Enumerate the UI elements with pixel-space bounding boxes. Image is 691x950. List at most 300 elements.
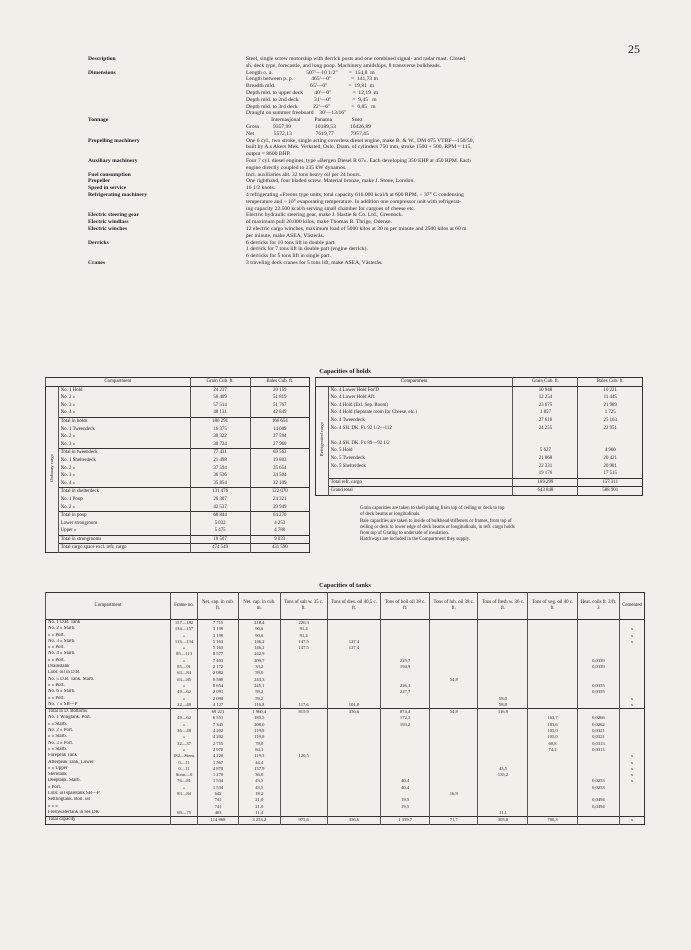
spec-row (88, 97, 613, 104)
tanks-value: 40,4 (381, 778, 430, 784)
holds-compartment: No. 2 » (60, 434, 76, 440)
tanks-value: 105,0 (528, 734, 577, 740)
tanks-value: » (171, 785, 198, 791)
tanks-value: x (620, 772, 645, 778)
tanks-value (381, 620, 430, 627)
spec-row (88, 131, 613, 138)
tanks-value (381, 702, 430, 709)
holds-row (46, 417, 310, 425)
holds-compartment: Total in strongrooms (58, 535, 190, 544)
spec-row (88, 185, 613, 192)
spec-row (88, 76, 613, 83)
spec-label (88, 206, 246, 213)
tanks-value: 8 580 (198, 677, 239, 683)
tanks-value (280, 810, 327, 817)
tanks-value: 0,0313 (577, 741, 619, 747)
tanks-compartment: No. 2 » Port. (48, 728, 74, 734)
tanks-value: 18,2 (238, 791, 280, 797)
tanks-value: 243,3 (238, 677, 280, 683)
tanks-value (381, 810, 430, 817)
spec-label: Dimensions (88, 69, 116, 76)
tanks-value: 54,8 (430, 709, 478, 716)
holds-compartment: Grand total (328, 487, 513, 496)
holds-grain: 21 868 (513, 455, 578, 463)
tanks-compartment: Afterpeak Tank, Lower (48, 759, 94, 765)
spec-value: 16 1/2 knots. (246, 185, 276, 192)
holds-grain: 474 549 (190, 544, 250, 553)
spec-value: Length between p. p. 465'—0" = 141,73 m (246, 76, 378, 83)
holds-grain: 37 594 (190, 465, 250, 473)
holds-row (46, 512, 310, 520)
tanks-compartment: Settlingtank. Boil. oil (48, 797, 91, 803)
holds-row (316, 386, 643, 394)
tanks-value: 4 870 (198, 766, 239, 772)
tanks-value: 114 868 (198, 817, 239, 824)
spec-value: 6 derricks for 10 tons lift in double part. (246, 239, 336, 246)
tanks-value (620, 810, 645, 817)
holds-compartment: Upper » (60, 528, 77, 534)
holds-grain: 42 537 (190, 504, 250, 512)
spec-value: 1 derrick for 7 tons lift in double part (engine derrick). (246, 246, 368, 253)
holds-bales: 69 563 (250, 449, 309, 457)
tanks-value: 226,1 (381, 683, 430, 689)
tanks-value: x (620, 760, 645, 766)
tanks-value (577, 702, 619, 709)
tanks-compartment: » Port. (48, 784, 62, 790)
holds-compartment: No. 1 Tweendeck (60, 426, 95, 432)
tanks-value: » (171, 696, 198, 702)
tanks-value: 146,2 (238, 639, 280, 645)
holds-grain: 24 255 (513, 425, 578, 433)
tanks-compartment: Total in D. Bottoms (46, 709, 171, 716)
holds-grain: 10 507 (190, 535, 250, 544)
tanks-compartment: » » Starb. (48, 746, 67, 752)
tanks-value (620, 620, 645, 627)
holds-grain: 5 032 (190, 520, 250, 528)
tanks-value: 21,0 (238, 804, 280, 810)
spec-row (88, 219, 613, 226)
holds-compartment: No. 1 Hold (60, 387, 83, 393)
tanks-compartment: » » Upper (48, 765, 68, 771)
holds-grain: 5 627 (513, 447, 578, 455)
tanks-value: 119,0 (238, 734, 280, 740)
tanks-value: 0,0355 (577, 689, 619, 695)
tanks-value: 135,2 (478, 772, 528, 778)
holds-row (46, 488, 310, 496)
tanks-value: 127,4 (327, 639, 380, 645)
tanks-value: 71,7 (430, 817, 478, 824)
holds-grain: 643 848 (513, 487, 578, 496)
holds-row (46, 504, 310, 512)
spec-value: Net 5572,13 7619,77 7957,45 (246, 130, 369, 137)
spec-label (88, 104, 246, 111)
tanks-value: 0,0339 (577, 658, 619, 664)
tanks-value: 113—134 (171, 639, 198, 645)
holds-row (316, 394, 643, 402)
holds-row (316, 440, 643, 448)
tanks-value: 1 359,7 (381, 817, 430, 824)
tanks-value: 49—62 (171, 715, 198, 721)
tanks-value: 5 163 (198, 639, 239, 645)
spec-value: per minute, make ASEA, Västerås. (246, 232, 325, 239)
holds-grain: 21 498 (190, 457, 250, 465)
tanks-value: 0,0339 (577, 664, 619, 670)
tanks-value: » (171, 645, 198, 651)
tanks-compartment: Forepeak Tank (48, 753, 78, 759)
holds-bales: 21 989 (578, 402, 643, 410)
spec-value: sh. deck type, forecastle, and long poop. Machinery amidships, 8 transverse bulkheads. (246, 62, 441, 69)
tanks-value (577, 620, 619, 627)
holds-section-title: Capacities of holds (319, 368, 371, 375)
tanks-header-cell: Frame no. (171, 593, 198, 620)
holds-row (46, 535, 310, 544)
tanks-value: 8 577 (198, 651, 239, 657)
holds-compartment: No. 3 » (60, 402, 76, 408)
tanks-value: 4 202 (198, 734, 239, 740)
spec-row (88, 192, 613, 199)
tanks-value: 117,6 (280, 702, 327, 709)
holds-compartment: No. 2 » (60, 395, 76, 401)
spec-label (88, 97, 246, 104)
holds-bales: 431 590 (250, 544, 309, 553)
spec-row (88, 246, 613, 253)
holds-grain: 35 854 (190, 480, 250, 488)
tanks-value: 43,5 (478, 766, 528, 772)
holds-grain: 26 307 (190, 496, 250, 504)
tanks-value: 0,0321 (577, 734, 619, 740)
holds-bales: 64 270 (250, 512, 309, 520)
holds-bales: 4 780 (250, 527, 309, 535)
holds-grain: 22 331 (513, 463, 578, 471)
tanks-value: » (171, 734, 198, 740)
tanks-value: 0,0494 (577, 797, 619, 803)
tanks-compartment: No. 3 » Starb. (48, 638, 76, 644)
holds-row (316, 487, 643, 496)
spec-value: engine directly coupled to 235 kW dynamos. (246, 164, 347, 171)
holds-note-line: of deck beams or longitudinals. (360, 512, 421, 518)
holds-grain: 169 299 (513, 478, 578, 487)
spec-value: One 6 cyl., two stroke, single acting coverless diesel engine, make B. & W., DM 675 VTBF—150/50, (246, 137, 474, 144)
holds-bales: 22 951 (578, 425, 643, 433)
tanks-value: 36,0 (238, 772, 280, 778)
holds-bales: 24 321 (250, 496, 309, 504)
holds-table-refrigerated (315, 377, 643, 496)
tanks-value (528, 702, 577, 709)
tanks-value: 19,5 (381, 804, 430, 810)
spec-value: Length o. a. 507'—10 1/2" = 154,8 m (246, 69, 375, 76)
tanks-value (430, 620, 478, 627)
spec-value: 3 traveling deck cranes for 5 tons lift, make ASEA, Västerås. (246, 259, 383, 266)
holds-grain: 27 616 (513, 417, 578, 425)
spec-row (88, 144, 613, 151)
tanks-value: 642 (198, 791, 239, 797)
tanks-row (46, 810, 645, 817)
tanks-value (171, 709, 198, 716)
spec-row (88, 83, 613, 90)
holds-side-label (316, 386, 329, 495)
holds-row (316, 425, 643, 433)
holds-grain: 10 948 (513, 386, 578, 394)
tanks-value: 85—113 (171, 651, 198, 657)
holds-compartment: No. 5 Shelterdeck (330, 463, 366, 469)
tanks-value: 83—84 (171, 791, 198, 797)
spec-value: Gross 9357,99 10189,53 10426,89 (246, 123, 371, 130)
holds-compartment: No. 1 Shelterdeck (60, 457, 96, 463)
tanks-value (171, 817, 198, 824)
tanks-value: 1 567 (198, 760, 239, 766)
tanks-header-cell: Tons of dies. oil 40,5 c. ft. (327, 593, 380, 620)
holds-compartment: No. 2 » (60, 465, 76, 471)
tanks-value: 975,6 (280, 817, 327, 824)
holds-bales: 51 767 (250, 402, 309, 410)
spec-row (88, 226, 613, 233)
holds-bales: 9 033 (250, 535, 309, 544)
holds-header-bales: Bales Cub. ft. (250, 378, 309, 387)
tanks-value: 68,8 (528, 741, 577, 747)
holds-compartment (328, 432, 513, 440)
tanks-compartment: No. 1 D.B. Tank (48, 620, 81, 625)
spec-label (88, 124, 246, 131)
holds-bales: 42 849 (250, 409, 309, 417)
tanks-value: 105,0 (528, 728, 577, 734)
tanks-header-cell: Tons of salt w. 35 c. ft. (280, 593, 327, 620)
tanks-value (577, 709, 619, 716)
tanks-value: 2 090 (198, 696, 239, 702)
holds-compartment: No. 4 Lower Hold For'D (330, 387, 379, 393)
holds-grain (513, 440, 578, 448)
tanks-value: 58,8 (478, 702, 528, 709)
tanks-value: 193,2 (381, 722, 430, 728)
tanks-value: 356,6 (327, 709, 380, 716)
holds-compartment: Total in holds (58, 417, 190, 425)
tanks-value: 69 221 (198, 709, 239, 716)
tanks-value: 120,5 (280, 753, 327, 759)
tanks-value: 182—Stem. (171, 753, 198, 759)
holds-compartment: Total cargo space excl. refr. cargo (58, 544, 190, 553)
tanks-value: 40,4 (381, 785, 430, 791)
holds-bales (578, 432, 643, 440)
tanks-value: 209,7 (238, 658, 280, 664)
tanks-value: 116,9 (478, 709, 528, 716)
tanks-value (528, 620, 577, 627)
tanks-value: » (171, 658, 198, 664)
holds-row (316, 402, 643, 410)
holds-side-text: Refrigerated cargo (319, 422, 324, 457)
tanks-value (478, 620, 528, 627)
tanks-compartment: » » » (48, 803, 58, 809)
tanks-value: 0,0253 (577, 785, 619, 791)
holds-row (46, 496, 310, 504)
tanks-value: 2 082 (198, 670, 239, 676)
tanks-value: 1 534 (198, 785, 239, 791)
holds-compartment: Total refr. cargo (328, 478, 513, 487)
spec-label: Description (88, 56, 116, 62)
holds-side-text: Ordinary cargo (49, 454, 54, 482)
holds-row (316, 463, 643, 471)
tanks-value: 305,8 (478, 817, 528, 824)
page-number: 25 (628, 42, 640, 56)
holds-grain: 57 514 (190, 402, 250, 410)
tanks-table (45, 592, 645, 825)
tanks-value: 11,1 (478, 810, 528, 817)
holds-grain: 56 409 (190, 394, 250, 402)
holds-bales: 122 070 (250, 488, 309, 496)
spec-label (88, 76, 246, 83)
tanks-value: 69—75 (171, 810, 198, 817)
spec-label (88, 246, 246, 253)
tanks-value: 2 970 (198, 747, 239, 753)
spec-row (88, 260, 613, 267)
tanks-value: 815,9 (280, 709, 327, 716)
holds-compartment: Total in tweendeck (58, 449, 190, 457)
spec-value: Draught on summer freeboard 30'—13/16" (246, 110, 347, 117)
holds-bales: 34 504 (250, 472, 309, 480)
tanks-value: 63—85 (171, 677, 198, 683)
holds-compartment: Total in shelterdeck (58, 488, 190, 496)
spec-value: temperature and ÷ 10° evaporating temperature. In addition one compressor unit with refrigerat- (246, 198, 462, 205)
holds-row (46, 409, 310, 417)
spec-label (88, 253, 246, 260)
holds-row (46, 426, 310, 434)
tanks-value: 242,9 (238, 651, 280, 657)
spec-row (88, 70, 613, 77)
holds-bales: 20 981 (578, 463, 643, 471)
holds-grain: 186 291 (190, 417, 250, 425)
tanks-value: 1 270 (198, 772, 239, 778)
spec-row (88, 233, 613, 240)
tanks-value: 2 091 (198, 689, 239, 695)
tanks-header-cell: Tons of boil oil 38 c. ft. (381, 593, 430, 620)
tanks-compartment: No. 7 » SB—P (48, 701, 78, 707)
tanks-value: x (620, 639, 645, 645)
holds-row (46, 544, 310, 553)
tanks-value: 874,4 (381, 709, 430, 716)
tanks-value: » (171, 683, 198, 689)
spec-label (88, 151, 246, 158)
tanks-value: 16,9 (430, 791, 478, 797)
holds-side-label (46, 386, 59, 552)
tanks-value: 74,2 (528, 747, 577, 753)
tanks-value: 119,5 (238, 753, 280, 759)
holds-grain: 131 476 (190, 488, 250, 496)
tanks-compartment: Total capacity (46, 817, 171, 824)
spec-label: Electric steering gear (88, 212, 139, 219)
spec-value: One righthand, four bladed screw. Material bronze, make J. Stone, London. (246, 178, 415, 185)
tanks-value: 1 960,4 (238, 709, 280, 716)
tanks-value: 134—157 (171, 626, 198, 632)
spec-label: Speed in service (88, 185, 127, 192)
tanks-value: 36—48 (171, 728, 198, 734)
tanks-compartment: Freshwatertank in SH DK (48, 809, 99, 815)
tanks-value: 84,1 (238, 747, 280, 753)
tanks-value: 22—48 (171, 702, 198, 709)
holds-grain: 30 734 (190, 441, 250, 449)
holds-grain: 19 176 (513, 470, 578, 478)
tanks-value: 0,0266 (577, 715, 619, 721)
holds-bales: 25 163 (578, 417, 643, 425)
spec-label (88, 110, 246, 117)
tanks-value: 146,2 (238, 645, 280, 651)
tanks-value: 0—11 (171, 760, 198, 766)
spec-row (88, 63, 613, 70)
tanks-value (327, 810, 380, 817)
tanks-value: 2 755 (198, 741, 239, 747)
tanks-value: 54,8 (430, 677, 478, 683)
tanks-value: 78,0 (238, 741, 280, 747)
tanks-value: x (620, 817, 645, 824)
holds-bales: 20 421 (578, 455, 643, 463)
holds-compartment: No. 4 Hold (Exl. Sep. Room) (330, 402, 388, 408)
holds-bales: 20 159 (250, 386, 309, 394)
spec-label (88, 233, 246, 240)
holds-bales: 19 803 (250, 457, 309, 465)
tanks-value: 101,8 (327, 702, 380, 709)
tanks-value: 3 253,2 (238, 817, 280, 824)
tanks-row (46, 620, 645, 627)
tanks-header-cell: Tons of lub. oil 38 c. ft. (430, 593, 478, 620)
tanks-value: 76—81 (171, 778, 198, 784)
tanks-value: 4 202 (198, 728, 239, 734)
tanks-value: 43,5 (238, 778, 280, 784)
tanks-value: 91,4 (280, 626, 327, 632)
spec-row (88, 124, 613, 131)
spec-label: Electric windlass (88, 219, 129, 226)
tanks-value: 163,7 (528, 715, 577, 721)
spec-value: 4 refrigerating «Freons type units, total capacity 616.000 kcal/h at 600 RPM, ÷ 37° C condensing (246, 191, 464, 198)
holds-header-compartment-right: Compartment (316, 378, 513, 387)
holds-grain: 1 857 (513, 409, 578, 417)
holds-grain (513, 432, 578, 440)
tanks-value: 0,0494 (577, 804, 619, 810)
tanks-compartment: No. 1 Wingtank. Port. (48, 715, 91, 721)
spec-label: Auxiliary machinery (88, 157, 138, 164)
spec-row (88, 240, 613, 247)
holds-row (46, 441, 310, 449)
holds-row (316, 417, 643, 425)
spec-value: Steel, single screw motorship with derrick posts and one combined signal- and radar mast. Closed (246, 56, 466, 62)
spec-value: ing capacity 22.500 kcal/h serving small chamber for cargoes of cheese etc. (246, 205, 416, 212)
spec-value: of maximum pull 20.000 kilos, make Thomas B. Thrige, Odense. (246, 219, 392, 226)
holds-bales: 11 445 (578, 394, 643, 402)
spec-label (88, 144, 246, 151)
holds-grain: 23 675 (513, 402, 578, 410)
tanks-value: x (620, 696, 645, 702)
spec-row (88, 178, 613, 185)
holds-compartment: No. 4 Lower Hold Aft. (330, 395, 376, 401)
tanks-value: 700,3 (528, 817, 577, 824)
holds-grain: 16 375 (190, 426, 250, 434)
tanks-value: 43,5 (238, 785, 280, 791)
holds-compartment: No. 1 Poop (60, 496, 83, 502)
tanks-header-cell: Cemented (620, 593, 645, 620)
tanks-value: 2 172 (198, 664, 239, 670)
tanks-compartment: Drainstank (48, 664, 70, 670)
tanks-header-cell: Tons of fresh w. 36 c. ft. (478, 593, 528, 620)
holds-compartment: No. 4 Tweendeck (330, 417, 365, 423)
holds-bales: 10 221 (578, 386, 643, 394)
spec-label: Propelling machinery (88, 137, 140, 144)
holds-bales: 157 311 (578, 478, 643, 487)
tanks-value (430, 702, 478, 709)
spec-label: Derricks (88, 239, 109, 246)
spec-row (88, 158, 613, 165)
tanks-header-cell: Heat. coils ft. 2/ft. 3 (577, 593, 619, 620)
tanks-value: » (171, 722, 198, 728)
spec-label: Fuel consumption (88, 171, 131, 178)
tanks-value: 0,0313 (577, 747, 619, 753)
holds-bales: 4 960 (578, 447, 643, 455)
tanks-value: 21,0 (238, 797, 280, 803)
